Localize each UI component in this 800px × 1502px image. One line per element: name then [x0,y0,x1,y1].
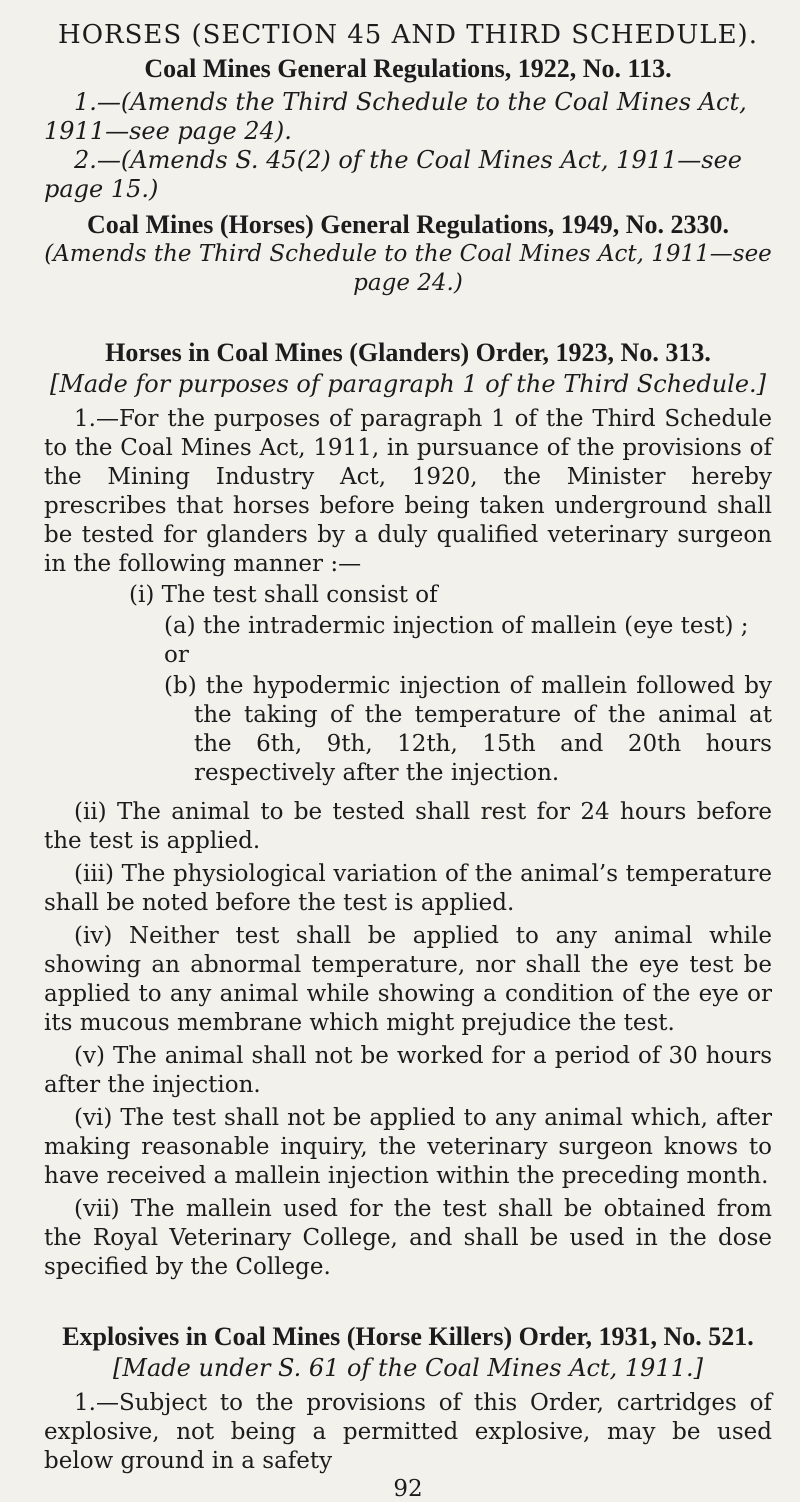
order1-item-iii: (iii) The physiological variation of the animal’s temperature shall be noted before the test is applied. [44,861,772,916]
order1-item-ib: (b) the hypodermic injection of mallein followed by the taking of the temperature of the animal at the 6th, 9th, 12th, 15th and 20th hours respectively after the injection. [164,673,772,786]
order1-item-vii: (vii) The mallein used for the test shall be obtained from the Royal Veterinary College, and shall be used in the dose specified by the College. [44,1196,772,1280]
reg2-note: (Amends the Third Schedule to the Coal Mines Act, 1911—see page 24.) [44,241,772,296]
order1-made-for: [Made for purposes of paragraph 1 of the Third Schedule.] [49,370,767,398]
order2-para1: 1.—Subject to the provisions of this Order, cartridges of explosive, not being a permitted explosive, may be used below ground in a safety [44,1390,772,1474]
reg1-item1: 1.—(Amends the Third Schedule to the Coal Mines Act, 1911—see page 24). [44,88,747,145]
order1-item-v: (v) The animal shall not be worked for a period of 30 hours after the injection. [44,1043,772,1098]
reg1-item2: 2.—(Amends S. 45(2) of the Coal Mines Act, 1911—see page 15.) [44,146,742,203]
order2-made-under: [Made under S. 61 of the Coal Mines Act, 1911.] [113,1354,703,1382]
order1-para1: 1.—For the purposes of paragraph 1 of the Third Schedule to the Coal Mines Act, 1911, in pursuance of the provisions of the Mining Industry Act, 1920, the Minister hereby prescribes that horses before being taken underground shall be tested for glanders by a duly qualified veterinary surgeon in the following manner :— [44,406,772,577]
reg2-heading: Coal Mines (Horses) General Regulations, 1949, No. 2330. [86,210,729,239]
page-title: HORSES (SECTION 45 AND THIRD SCHEDULE). [58,20,758,50]
order1-item-i: (i) The test shall consist of [129,582,438,608]
page-number: 92 [393,1476,423,1502]
order1-heading: Horses in Coal Mines (Glanders) Order, 1923, No. 313. [105,338,711,367]
order1-item-iv: (iv) Neither test shall be applied to any animal while showing an abnormal temperature, nor shall the eye test be applied to any animal while showing a condition of the eye or its mucous membrane which might prejudice the test. [44,923,772,1036]
order1-item-ia: (a) the intradermic injection of mallein (eye test) ; or [164,613,749,668]
order1-item-ii: (ii) The animal to be tested shall rest for 24 hours before the test is applied. [44,799,772,854]
order2-heading: Explosives in Coal Mines (Horse Killers) Order, 1931, No. 521. [62,1322,754,1351]
reg1-heading: Coal Mines General Regulations, 1922, No. 113. [144,54,672,83]
order1-item-vi: (vi) The test shall not be applied to any animal which, after making reasonable inquiry, the veterinary surgeon knows to have received a mallein injection within the preceding month. [44,1105,772,1189]
